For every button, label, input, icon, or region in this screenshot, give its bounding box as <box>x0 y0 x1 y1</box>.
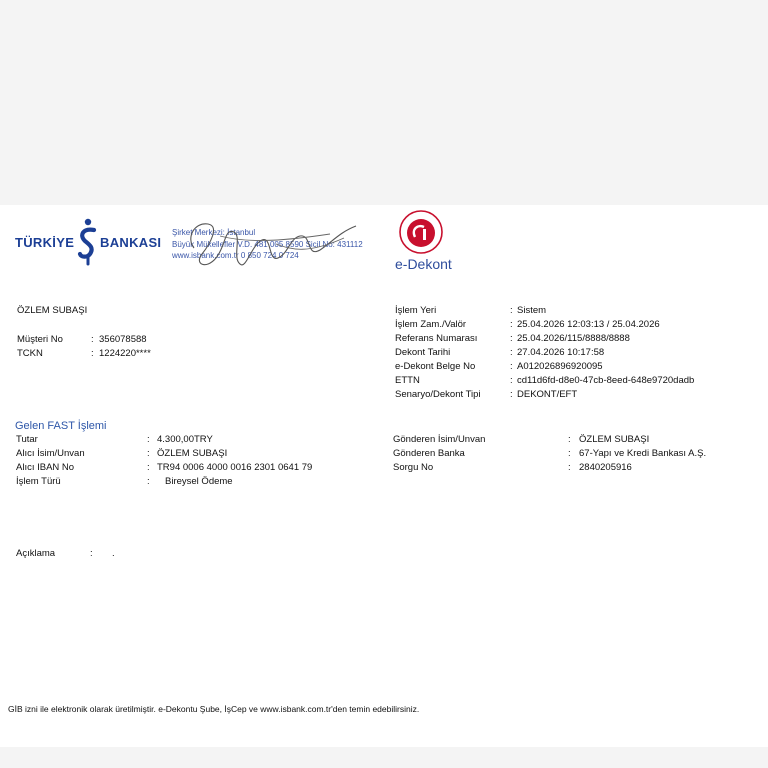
detail-separator: : <box>568 462 571 473</box>
meta-value: Sistem <box>517 305 547 316</box>
signature-icon <box>180 214 365 276</box>
detail-separator: : <box>568 448 571 459</box>
customer-number-value: 356078588 <box>99 334 147 345</box>
detail-label: Sorgu No <box>393 462 434 473</box>
hq-address-line: Şirket Merkezi: İstanbul <box>172 228 256 237</box>
meta-value: 27.04.2026 10:17:58 <box>517 347 605 358</box>
meta-value: 25.04.2026/115/8888/8888 <box>517 333 630 344</box>
detail-label: İşlem Türü <box>16 476 61 487</box>
meta-value: 25.04.2026 12:03:13 / 25.04.2026 <box>517 319 660 330</box>
meta-label: e-Dekont Belge No <box>395 361 476 372</box>
customer-number-label: Müşteri No <box>17 334 63 345</box>
meta-label: İşlem Zam./Valör <box>395 319 467 330</box>
detail-separator: : <box>147 448 150 459</box>
detail-label: Gönderen İsim/Unvan <box>393 434 486 445</box>
detail-separator: : <box>147 462 150 473</box>
detail-label: Alıcı IBAN No <box>16 462 75 473</box>
meta-separator: : <box>510 333 513 344</box>
meta-label: İşlem Yeri <box>395 305 437 316</box>
tckn-value: 1224220**** <box>99 348 151 359</box>
query-number-value: 2840205916 <box>579 462 632 473</box>
meta-label: Dekont Tarihi <box>395 347 451 358</box>
detail-separator: : <box>568 434 571 445</box>
detail-label: Tutar <box>16 434 38 445</box>
bank-logo-mark-icon <box>75 218 101 266</box>
meta-value: A012026896920095 <box>517 361 603 372</box>
meta-separator: : <box>510 347 513 358</box>
detail-separator: : <box>147 434 150 445</box>
amount-value: 4.300,00TRY <box>157 434 213 445</box>
section-title: Gelen FAST İşlemi <box>15 420 107 432</box>
footer-note: GİB izni ile elektronik olarak üretilmiştir. e-Dekontu Şube, İşCep ve www.isbank.com.tr'den temin edebilirsiniz. <box>8 704 420 714</box>
meta-separator: : <box>510 389 513 400</box>
tckn-label: TCKN <box>17 348 43 359</box>
sender-name-value: ÖZLEM SUBAŞI <box>579 434 650 445</box>
meta-separator: : <box>510 375 513 386</box>
recipient-iban-value: TR94 0006 4000 0016 2301 0641 79 <box>157 462 313 473</box>
gib-seal-icon <box>398 209 444 255</box>
meta-value: cd11d6fd-d8e0-47cb-8eed-648e9720dadb <box>517 375 695 386</box>
sender-bank-value: 67-Yapı ve Kredi Bankası A.Ş. <box>579 448 707 459</box>
hq-tax-line: Büyük Mükellefler V.D. 481 005 8590 Sicil No: 431112 <box>172 240 363 249</box>
meta-separator: : <box>510 361 513 372</box>
recipient-name-value: ÖZLEM SUBAŞI <box>157 448 228 459</box>
detail-label: Gönderen Banka <box>393 448 465 459</box>
customer-number-separator: : <box>91 334 94 345</box>
detail-label: Alıcı İsim/Unvan <box>16 448 85 459</box>
description-value: . <box>112 548 115 559</box>
customer-name: ÖZLEM SUBAŞI <box>17 305 88 316</box>
meta-label: Referans Numarası <box>395 333 478 344</box>
meta-value: DEKONT/EFT <box>517 389 578 400</box>
meta-separator: : <box>510 305 513 316</box>
meta-separator: : <box>510 319 513 330</box>
meta-label: Senaryo/Dekont Tipi <box>395 389 481 400</box>
transaction-type-value: Bireysel Ödeme <box>165 476 233 487</box>
hq-contact-line: www.isbank.com.tr 0 850 724 0 724 <box>172 251 299 260</box>
receipt-page <box>0 205 768 747</box>
bank-logo-text-left: TÜRKİYE <box>15 235 75 250</box>
tckn-separator: : <box>91 348 94 359</box>
description-label: Açıklama <box>16 548 56 559</box>
description-separator: : <box>90 548 93 559</box>
bank-logo-text-right: BANKASI <box>100 235 162 250</box>
meta-label: ETTN <box>395 375 420 386</box>
document-type-label: e-Dekont <box>395 256 452 272</box>
detail-separator: : <box>147 476 150 487</box>
